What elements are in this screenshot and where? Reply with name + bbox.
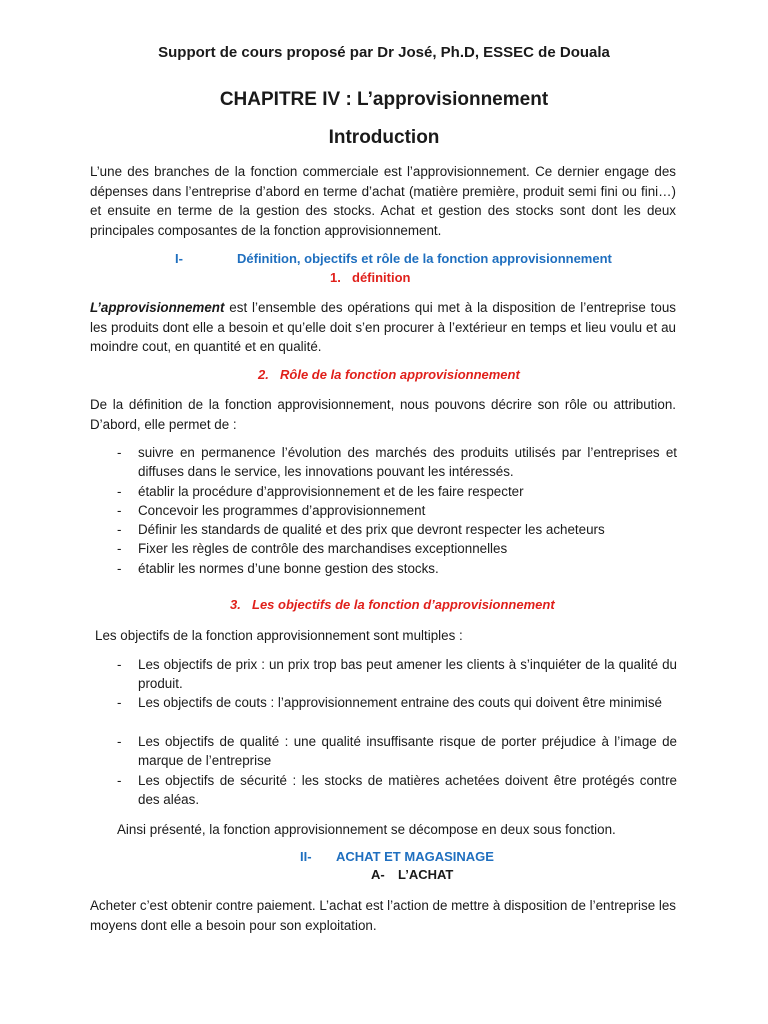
section-1-numeral: I- xyxy=(175,251,183,266)
definition-paragraph xyxy=(90,298,676,357)
definition-text: est l’ensemble des opérations qui met à la disposition de l’entreprise tous les produits dont elle a besoin et qu’elle doit s’en procurer à l’extérieur en temps et lieu voulu et au moindre cout, en quantité et en qualité. xyxy=(90,300,676,354)
section-2-numeral: II- xyxy=(300,849,312,864)
list-item: - Concevoir les programmes d’approvisionnement xyxy=(117,503,426,518)
chapter-title: CHAPITRE IV : L’approvisionnement xyxy=(219,89,549,110)
summary-line: Ainsi présenté, la fonction approvisionnement se décompose en deux sous fonction. xyxy=(117,822,616,837)
role-intro-paragraph: De la définition de la fonction approvisionnement, nous pouvons décrire son rôle ou attribution. D’abord, elle permet de : xyxy=(90,397,676,432)
subsection-a-letter: A- xyxy=(371,867,385,882)
intro-paragraph: L’une des branches de la fonction commerciale est l’approvisionnement. Ce dernier engage des dépenses dans l’entreprise d’abord en terme d’achat (matière première, produit semi fini ou fini…) et ensuite en terme de la gestion des stocks. Achat et gestion des stocks sont dont les deux principales composantes de la fonction approvisionnement. xyxy=(90,164,676,238)
achat-paragraph: Acheter c’est obtenir contre paiement. L’achat est l’action de mettre à disposition de l’entreprise les moyens dont elle a besoin pour son exploitation. xyxy=(90,898,676,933)
document-header: Support de cours proposé par Dr José, Ph.D, ESSEC de Douala xyxy=(158,44,610,61)
list-item: - Les objectifs de sécurité : les stocks de matières achetées doivent être protégés contre des aléas. xyxy=(117,773,677,807)
list-item: - Fixer les règles de contrôle des marchandises exceptionnelles xyxy=(117,541,508,556)
list-item: - établir les normes d’une bonne gestion des stocks. xyxy=(117,561,439,576)
list-item: - Les objectifs de prix : un prix trop bas peut amener les clients à s’inquiéter de la qualité du produit. xyxy=(117,657,677,691)
subsection-2-heading xyxy=(258,367,520,382)
subsection-1-number: 1. xyxy=(330,270,341,285)
subsection-2-number: 2. xyxy=(258,367,269,382)
subsection-1-heading xyxy=(330,270,411,285)
section-1-heading xyxy=(175,251,612,266)
definition-term: L’approvisionnement xyxy=(90,300,225,315)
subsection-3-heading xyxy=(230,597,555,612)
section-2-heading xyxy=(300,849,494,864)
subsection-1-title: définition xyxy=(352,270,411,285)
section-2-title: ACHAT ET MAGASINAGE xyxy=(336,849,494,864)
list-item: - Les objectifs de couts : l’approvisionnement entraine des couts qui doivent être minimisé xyxy=(117,695,663,710)
list-item: - Les objectifs de qualité : une qualité insuffisante risque de porter préjudice à l’image de marque de l’entreprise xyxy=(117,734,677,768)
subsection-3-number: 3. xyxy=(230,597,241,612)
subsection-a-heading xyxy=(371,867,453,882)
section-1-title: Définition, objectifs et rôle de la fonction approvisionnement xyxy=(237,251,612,266)
list-item: - Définir les standards de qualité et des prix que devront respecter les acheteurs xyxy=(117,522,605,537)
subsection-3-title: Les objectifs de la fonction d’approvisionnement xyxy=(252,597,555,612)
subsection-2-title: Rôle de la fonction approvisionnement xyxy=(280,367,520,382)
introduction-heading: Introduction xyxy=(328,127,440,148)
list-item: - établir la procédure d’approvisionnement et de les faire respecter xyxy=(117,484,524,499)
list-item: - suivre en permanence l’évolution des marchés des produits utilisés par l’entreprises et diffuses dans le service, les innovations pouvant les intéressés. xyxy=(117,445,677,479)
subsection-a-title: L’ACHAT xyxy=(398,867,454,882)
objectives-intro: Les objectifs de la fonction approvisionnement sont multiples : xyxy=(95,628,463,643)
